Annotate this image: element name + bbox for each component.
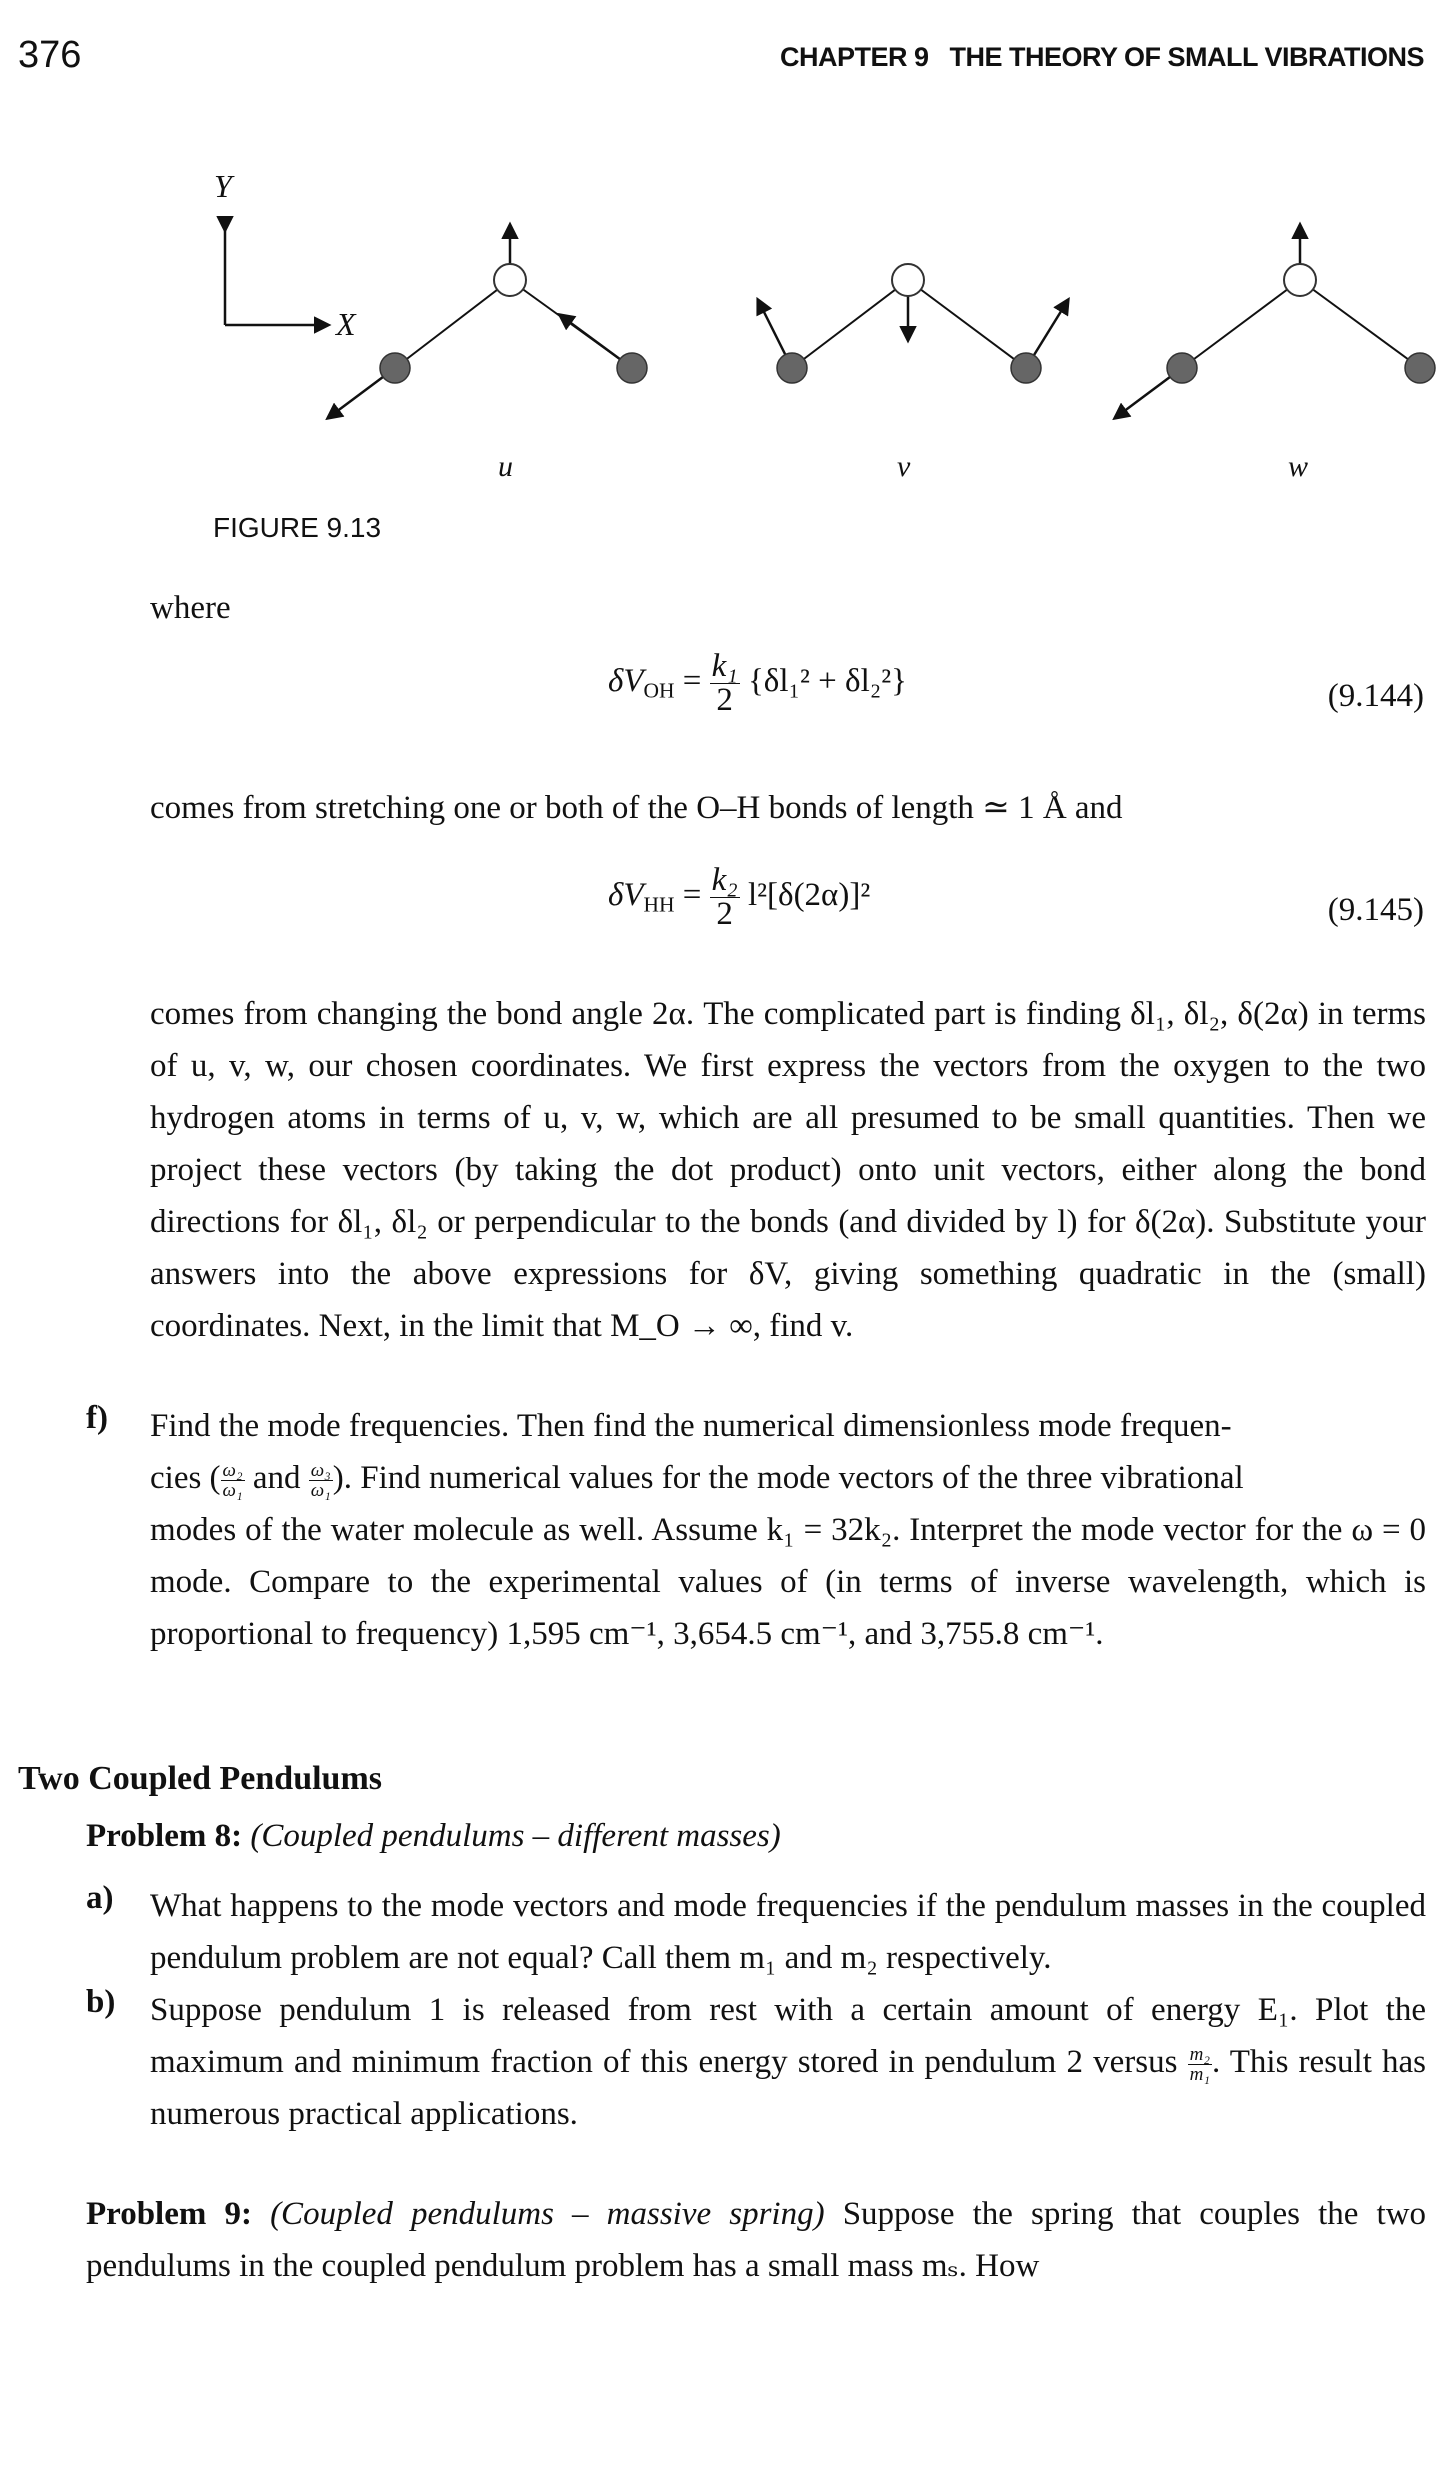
item-f-label: f)	[86, 1400, 108, 1436]
equation-number-9-145: (9.145)	[1327, 892, 1424, 928]
page-number: 376	[18, 34, 82, 76]
eq145-fraction: $\frac{\text{k₂}}{2}$	[711, 862, 738, 932]
item-f-fraction-2: $\frac{\text{ω₃}}{\text{ω₁}}$	[310, 1459, 331, 1501]
eq144-lhs: δV	[608, 663, 644, 700]
mode-u-diagram	[328, 225, 647, 418]
equation-number-9-144: (9.144)	[1327, 678, 1424, 714]
oxygen-atom-v	[892, 264, 924, 296]
item-f-line1: Find the mode frequencies. Then find the numerical dimensionless mode frequen-	[150, 1408, 1232, 1444]
item-f	[150, 1400, 1426, 1660]
equation-9-144: $\delta V_{OH}$ = $\frac{\text{k₁}}{2}$ {δl₁² + δl₂²}	[608, 648, 907, 718]
hydrogen-atom-left-v	[777, 353, 807, 383]
eq144-lhs-sub: OH	[643, 678, 675, 703]
mode-w-diagram	[1115, 225, 1435, 418]
oxygen-atom-w	[1284, 264, 1316, 296]
item-f-rest: modes of the water molecule as well. Assume k₁ = 32k₂. Interpret the mode vector for the ω = 0 mode. Compare to the experimental values of (in terms of inverse wavelength, which is proportional to frequency) 1,595 cm⁻¹, 3,654.5 cm⁻¹, and 3,755.8 cm⁻¹.	[150, 1512, 1426, 1652]
paragraph-coordinates-text: comes from changing the bond angle 2α. The complicated part is finding δl₁, δl₂, δ(2α) in terms of u, v, w, our chosen coordinates. We first express the vectors from the oxygen to the two hydrogen atoms in terms of u, v, w, which are all presumed to be small quantities. Then we project these vectors (by taking the dot product) onto unit vectors, either along the bond directions for δl₁, δl₂ or perpendicular to the bonds (and divided by l) for δ(2α). Substitute your answers into the above expressions for δV, giving something quadratic in the (small) coordinates. Next, in the limit that M_O → ∞, find v.	[150, 996, 1426, 1344]
problem-8a-label: a)	[86, 1880, 114, 1916]
mode-label-w: w	[1288, 450, 1309, 483]
equation-9-145: $\delta V_{HH}$ = $\frac{\text{k₂}}{2}$ l²[δ(2α)]²	[608, 862, 871, 932]
eq144-rhs: {δl₁² + δl₂²}	[747, 663, 907, 700]
hydrogen-atom-right-u	[617, 353, 647, 383]
paragraph-coordinates	[150, 988, 1426, 1352]
item-f-fraction-1: $\frac{\text{ω₂}}{\text{ω₁}}$	[222, 1459, 243, 1501]
where-text: where	[150, 590, 231, 626]
section-heading: Two Coupled Pendulums	[18, 1760, 383, 1797]
hydrogen-atom-left-w	[1167, 353, 1197, 383]
text-bond-stretch: comes from stretching one or both of the O–H bonds of length ≃ 1 Å and	[150, 790, 1123, 826]
problem-8b-fraction: $\frac{\text{m₂}}{\text{m₁}}$	[1189, 2043, 1210, 2085]
problem-8b: Suppose pendulum 1 is released from rest with a certain amount of energy E₁. Plot the maximum and minimum fraction of this energy stored in pendulum 2 versus $\frac{\text{m₂}}{\text{m₁}}$ . This result has numerous practical applications.	[150, 1992, 1427, 2132]
problem-8b-label: b)	[86, 1984, 116, 2020]
mode-v-diagram	[758, 264, 1068, 383]
mode-label-v: v	[897, 450, 911, 483]
eq145-lhs: δV	[608, 877, 644, 914]
figure-caption: FIGURE 9.13	[213, 512, 382, 543]
problem-8a-text: What happens to the mode vectors and mode frequencies if the pendulum masses in the coupled pendulum problem are not equal? Call them m₁ and m₂ respectively.	[150, 1888, 1426, 1976]
problem-9: Problem 9: (Coupled pendulums – massive spring) Suppose the spring that couples the two pendulums in the coupled pendulum problem has a small mass mₛ. How	[86, 2196, 1427, 2284]
axis-label-y: Y	[214, 168, 232, 204]
eq145-lhs-sub: HH	[643, 892, 675, 917]
oxygen-atom-u	[494, 264, 526, 296]
axis-label-x: X	[336, 306, 356, 342]
hydrogen-atom-right-w	[1405, 353, 1435, 383]
hydrogen-atom-left-u	[380, 353, 410, 383]
running-title: CHAPTER 9 THE THEORY OF SMALL VIBRATIONS	[779, 42, 1424, 72]
problem-8-heading: Problem 8: (Coupled pendulums – different masses)	[86, 1818, 781, 1854]
eq144-fraction: $\frac{\text{k₁}}{2}$	[711, 648, 738, 718]
hydrogen-atom-right-v	[1011, 353, 1041, 383]
eq145-rhs: l²[δ(2α)]²	[747, 877, 871, 914]
item-f-line2: cies ( $\frac{\text{ω₂}}{\text{ω₁}}$ and $\frac{\text{ω₃}}{\text{ω₁}}$ ). Find numerical values for the mode vectors of the three vibrational	[150, 1459, 1244, 1501]
axes-diagram	[225, 230, 328, 325]
mode-label-u: u	[498, 450, 513, 483]
